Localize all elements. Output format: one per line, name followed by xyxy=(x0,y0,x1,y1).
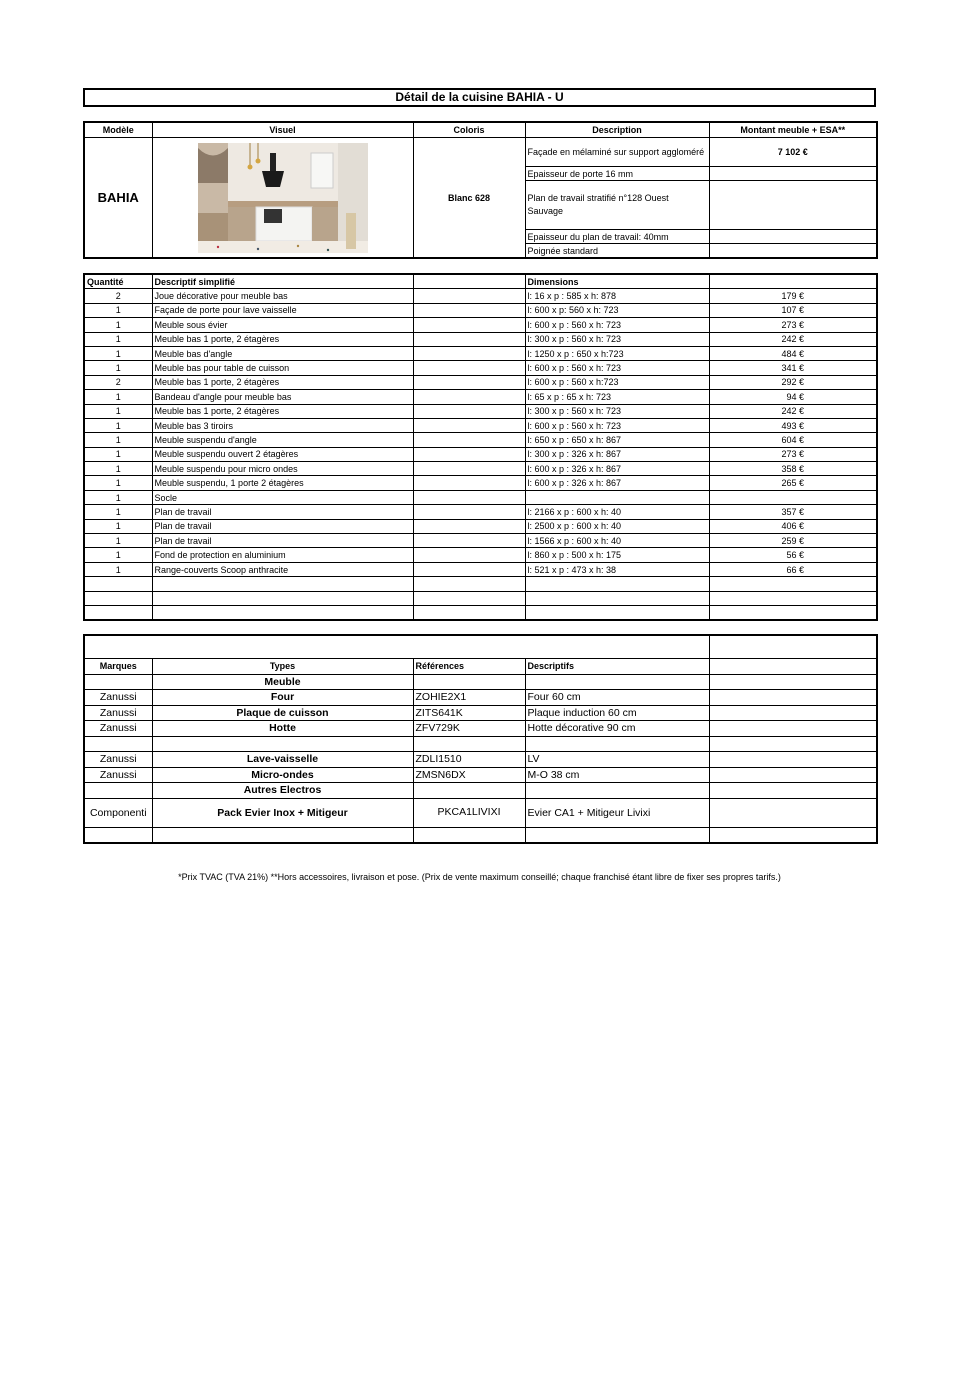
item-qty: 1 xyxy=(84,447,152,461)
amount-empty-5 xyxy=(709,244,877,259)
header-description: Description xyxy=(525,122,709,138)
item-price: 56 € xyxy=(709,548,877,562)
item-qty: 1 xyxy=(84,462,152,476)
item-dims: l: 521 x p : 473 x h: 38 xyxy=(525,562,709,576)
item-dims: l: 600 x p : 560 x h: 723 xyxy=(525,318,709,332)
appliance-desc xyxy=(525,736,709,752)
item-row xyxy=(84,490,877,504)
item-desc: Plan de travail xyxy=(152,534,413,548)
item-price: 358 € xyxy=(709,462,877,476)
item-dims: l: 600 x p : 560 x h: 723 xyxy=(525,418,709,432)
items-header-empty xyxy=(413,274,525,289)
appliance-row xyxy=(84,752,877,768)
header-color: Coloris xyxy=(413,122,525,138)
item-qty: 1 xyxy=(84,361,152,375)
appliances-header-empty xyxy=(709,659,877,675)
item-price: 242 € xyxy=(709,404,877,418)
description-1: Façade en mélaminé sur support aggloméré xyxy=(525,138,709,167)
appliance-brand xyxy=(84,783,152,799)
item-dims: l: 600 x p : 560 x h: 723 xyxy=(525,361,709,375)
item-price: 604 € xyxy=(709,433,877,447)
componenti-ref: PKCA1LIVIXI xyxy=(413,798,525,827)
item-empty xyxy=(413,548,525,562)
appliances-blank-header xyxy=(84,635,709,659)
item-row xyxy=(84,303,877,317)
item-row xyxy=(84,289,877,303)
appliances-header-type: Types xyxy=(152,659,413,675)
appliance-empty xyxy=(709,736,877,752)
item-row xyxy=(84,462,877,476)
appliance-empty xyxy=(709,705,877,721)
componenti-type: Pack Evier Inox + Mitigeur xyxy=(152,798,413,827)
item-qty xyxy=(84,591,152,605)
item-price: 107 € xyxy=(709,303,877,317)
item-dims: l: 16 x p : 585 x h: 878 xyxy=(525,289,709,303)
appliance-desc xyxy=(525,783,709,799)
item-qty: 1 xyxy=(84,418,152,432)
item-empty xyxy=(413,519,525,533)
item-empty xyxy=(413,375,525,389)
item-empty xyxy=(413,476,525,490)
appliance-row xyxy=(84,767,877,783)
item-price: 493 € xyxy=(709,418,877,432)
item-row xyxy=(84,433,877,447)
item-qty: 2 xyxy=(84,289,152,303)
header-amount: Montant meuble + ESA** xyxy=(709,122,877,138)
item-row xyxy=(84,591,877,605)
item-price: 292 € xyxy=(709,375,877,389)
item-empty xyxy=(413,490,525,504)
item-qty: 1 xyxy=(84,433,152,447)
appliances-header-ref: Références xyxy=(413,659,525,675)
amount-empty-2 xyxy=(709,167,877,181)
item-empty xyxy=(413,591,525,605)
appliance-empty xyxy=(709,690,877,706)
item-price: 357 € xyxy=(709,505,877,519)
item-price: 242 € xyxy=(709,332,877,346)
appliance-type: Hotte xyxy=(152,721,413,737)
item-row xyxy=(84,505,877,519)
appliance-type xyxy=(152,736,413,752)
appliance-row xyxy=(84,705,877,721)
item-price xyxy=(709,605,877,620)
appliance-empty xyxy=(709,752,877,768)
item-desc xyxy=(152,591,413,605)
items-header-dims: Dimensions xyxy=(525,274,709,289)
appliance-desc xyxy=(525,674,709,690)
appliance-row xyxy=(84,721,877,737)
appliance-brand: Zanussi xyxy=(84,752,152,768)
item-price: 94 € xyxy=(709,390,877,404)
item-price: 341 € xyxy=(709,361,877,375)
appliance-desc: M-O 38 cm xyxy=(525,767,709,783)
model-table xyxy=(83,121,878,259)
item-qty: 1 xyxy=(84,476,152,490)
description-2: Epaisseur de porte 16 mm xyxy=(525,167,709,181)
appliance-ref: ZDLI1510 xyxy=(413,752,525,768)
item-empty xyxy=(413,462,525,476)
item-dims: l: 600 x p : 560 x h:723 xyxy=(525,375,709,389)
item-dims: l: 1250 x p : 650 x h:723 xyxy=(525,346,709,360)
item-empty xyxy=(413,447,525,461)
item-row xyxy=(84,519,877,533)
item-empty xyxy=(413,303,525,317)
appliance-type: Plaque de cuisson xyxy=(152,705,413,721)
item-price xyxy=(709,577,877,591)
item-dims: l: 300 x p : 560 x h: 723 xyxy=(525,332,709,346)
item-dims: l: 2500 x p : 600 x h: 40 xyxy=(525,519,709,533)
appliance-ref xyxy=(413,674,525,690)
description-4: Epaisseur du plan de travail: 40mm xyxy=(525,230,709,244)
item-desc: Socle xyxy=(152,490,413,504)
item-qty xyxy=(84,577,152,591)
item-dims: l: 600 x p: 560 x h: 723 xyxy=(525,303,709,317)
item-qty: 2 xyxy=(84,375,152,389)
item-price xyxy=(709,591,877,605)
item-qty: 1 xyxy=(84,534,152,548)
item-price: 66 € xyxy=(709,562,877,576)
item-desc: Meuble bas 1 porte, 2 étagères xyxy=(152,404,413,418)
kitchen-image xyxy=(198,143,368,253)
item-empty xyxy=(413,361,525,375)
appliances-header-desc: Descriptifs xyxy=(525,659,709,675)
item-row xyxy=(84,390,877,404)
header-model: Modèle xyxy=(84,122,152,138)
appliances-header-brand: Marques xyxy=(84,659,152,675)
item-empty xyxy=(413,332,525,346)
item-qty: 1 xyxy=(84,548,152,562)
kitchen-visual-cell xyxy=(152,138,413,259)
appliances-last-empty-5 xyxy=(709,827,877,843)
componenti-brand: Componenti xyxy=(84,798,152,827)
appliance-row xyxy=(84,690,877,706)
model-total: 7 102 € xyxy=(709,138,877,167)
item-dims: l: 600 x p : 326 x h: 867 xyxy=(525,462,709,476)
item-dims xyxy=(525,577,709,591)
appliance-ref: ZMSN6DX xyxy=(413,767,525,783)
item-empty xyxy=(413,605,525,620)
appliance-row xyxy=(84,674,877,690)
header-visual: Visuel xyxy=(152,122,413,138)
appliance-type: Lave-vaisselle xyxy=(152,752,413,768)
appliance-empty xyxy=(709,721,877,737)
item-empty xyxy=(413,505,525,519)
item-desc: Façade de porte pour lave vaisselle xyxy=(152,303,413,317)
item-row xyxy=(84,375,877,389)
item-row xyxy=(84,404,877,418)
item-empty xyxy=(413,433,525,447)
item-dims xyxy=(525,490,709,504)
appliance-brand: Zanussi xyxy=(84,690,152,706)
items-header-desc: Descriptif simplifié xyxy=(152,274,413,289)
appliance-desc: LV xyxy=(525,752,709,768)
item-desc: Meuble sous évier xyxy=(152,318,413,332)
item-row xyxy=(84,534,877,548)
item-desc: Meuble bas 3 tiroirs xyxy=(152,418,413,432)
item-price: 406 € xyxy=(709,519,877,533)
item-dims: l: 1566 x p : 600 x h: 40 xyxy=(525,534,709,548)
componenti-desc: Evier CA1 + Mitigeur Livixi xyxy=(525,798,709,827)
item-price: 273 € xyxy=(709,447,877,461)
item-price xyxy=(709,490,877,504)
appliance-brand: Zanussi xyxy=(84,721,152,737)
componenti-empty xyxy=(709,798,877,827)
item-qty: 1 xyxy=(84,490,152,504)
amount-empty-4 xyxy=(709,230,877,244)
footnote: *Prix TVAC (TVA 21%) **Hors accessoires, livraison et pose. (Prix de vente maximum conseillé; chaque franchisé étant libre de fixer ses propres tarifs.) xyxy=(178,872,781,882)
item-dims xyxy=(525,605,709,620)
appliance-type: Micro-ondes xyxy=(152,767,413,783)
item-desc: Meuble bas pour table de cuisson xyxy=(152,361,413,375)
appliance-ref: ZITS641K xyxy=(413,705,525,721)
appliance-brand xyxy=(84,736,152,752)
appliance-empty xyxy=(709,674,877,690)
item-price: 273 € xyxy=(709,318,877,332)
item-row xyxy=(84,332,877,346)
item-desc xyxy=(152,605,413,620)
item-desc: Meuble suspendu ouvert 2 étagères xyxy=(152,447,413,461)
item-desc: Meuble suspendu pour micro ondes xyxy=(152,462,413,476)
appliance-brand: Zanussi xyxy=(84,705,152,721)
model-color: Blanc 628 xyxy=(413,138,525,259)
item-price: 484 € xyxy=(709,346,877,360)
item-qty: 1 xyxy=(84,505,152,519)
appliance-ref: ZOHIE2X1 xyxy=(413,690,525,706)
item-row xyxy=(84,418,877,432)
item-qty: 1 xyxy=(84,332,152,346)
appliance-type: Autres Electros xyxy=(152,783,413,799)
item-empty xyxy=(413,404,525,418)
item-price: 265 € xyxy=(709,476,877,490)
item-empty xyxy=(413,346,525,360)
appliance-brand: Zanussi xyxy=(84,767,152,783)
item-qty xyxy=(84,605,152,620)
appliance-empty xyxy=(709,767,877,783)
item-dims: l: 65 x p : 65 x h: 723 xyxy=(525,390,709,404)
description-3: Plan de travail stratifié n°128 Ouest Sauvage xyxy=(525,181,709,230)
item-qty: 1 xyxy=(84,519,152,533)
appliance-desc: Four 60 cm xyxy=(525,690,709,706)
item-row xyxy=(84,562,877,576)
kitchen-illustration xyxy=(198,143,368,253)
item-empty xyxy=(413,289,525,303)
item-empty xyxy=(413,318,525,332)
item-empty xyxy=(413,562,525,576)
appliance-desc: Hotte décorative 90 cm xyxy=(525,721,709,737)
item-price: 259 € xyxy=(709,534,877,548)
item-desc: Bandeau d'angle pour meuble bas xyxy=(152,390,413,404)
item-qty: 1 xyxy=(84,562,152,576)
item-row xyxy=(84,548,877,562)
item-empty xyxy=(413,418,525,432)
item-price: 179 € xyxy=(709,289,877,303)
item-empty xyxy=(413,577,525,591)
item-desc: Meuble suspendu, 1 porte 2 étagères xyxy=(152,476,413,490)
item-qty: 1 xyxy=(84,404,152,418)
item-desc: Plan de travail xyxy=(152,505,413,519)
item-qty: 1 xyxy=(84,346,152,360)
appliance-empty xyxy=(709,783,877,799)
item-desc: Meuble bas d'angle xyxy=(152,346,413,360)
appliances-last-empty-2 xyxy=(152,827,413,843)
item-dims: l: 2166 x p : 600 x h: 40 xyxy=(525,505,709,519)
item-dims xyxy=(525,591,709,605)
item-desc: Meuble bas 1 porte, 2 étagères xyxy=(152,375,413,389)
item-dims: l: 300 x p : 560 x h: 723 xyxy=(525,404,709,418)
item-desc: Meuble suspendu d'angle xyxy=(152,433,413,447)
item-dims: l: 860 x p : 500 x h: 175 xyxy=(525,548,709,562)
item-desc: Fond de protection en aluminium xyxy=(152,548,413,562)
appliances-blank-header-right xyxy=(709,635,877,659)
item-row xyxy=(84,476,877,490)
item-row xyxy=(84,318,877,332)
item-dims: l: 300 x p : 326 x h: 867 xyxy=(525,447,709,461)
item-row xyxy=(84,346,877,360)
items-header-price xyxy=(709,274,877,289)
appliance-type: Four xyxy=(152,690,413,706)
items-table xyxy=(83,273,878,621)
item-row xyxy=(84,361,877,375)
item-qty: 1 xyxy=(84,318,152,332)
page-title: Détail de la cuisine BAHIA - U xyxy=(83,88,876,107)
appliance-ref xyxy=(413,783,525,799)
appliance-row xyxy=(84,783,877,799)
appliance-type: Meuble xyxy=(152,674,413,690)
appliances-table xyxy=(83,634,878,844)
appliance-row xyxy=(84,736,877,752)
item-desc: Joue décorative pour meuble bas xyxy=(152,289,413,303)
items-header-qty: Quantité xyxy=(84,274,152,289)
appliance-brand xyxy=(84,674,152,690)
item-dims: l: 650 x p : 650 x h: 867 xyxy=(525,433,709,447)
item-desc: Meuble bas 1 porte, 2 étagères xyxy=(152,332,413,346)
appliances-last-empty-1 xyxy=(84,827,152,843)
amount-empty-3 xyxy=(709,181,877,230)
item-desc xyxy=(152,577,413,591)
appliances-last-empty-4 xyxy=(525,827,709,843)
item-desc: Plan de travail xyxy=(152,519,413,533)
model-name: BAHIA xyxy=(84,138,152,259)
item-row xyxy=(84,605,877,620)
item-row xyxy=(84,447,877,461)
description-5: Poignée standard xyxy=(525,244,709,259)
appliances-last-empty-3 xyxy=(413,827,525,843)
item-empty xyxy=(413,534,525,548)
item-qty: 1 xyxy=(84,390,152,404)
item-row xyxy=(84,577,877,591)
item-desc: Range-couverts Scoop anthracite xyxy=(152,562,413,576)
item-qty: 1 xyxy=(84,303,152,317)
item-dims: l: 600 x p : 326 x h: 867 xyxy=(525,476,709,490)
item-empty xyxy=(413,390,525,404)
appliance-ref: ZFV729K xyxy=(413,721,525,737)
appliance-desc: Plaque induction 60 cm xyxy=(525,705,709,721)
appliance-ref xyxy=(413,736,525,752)
